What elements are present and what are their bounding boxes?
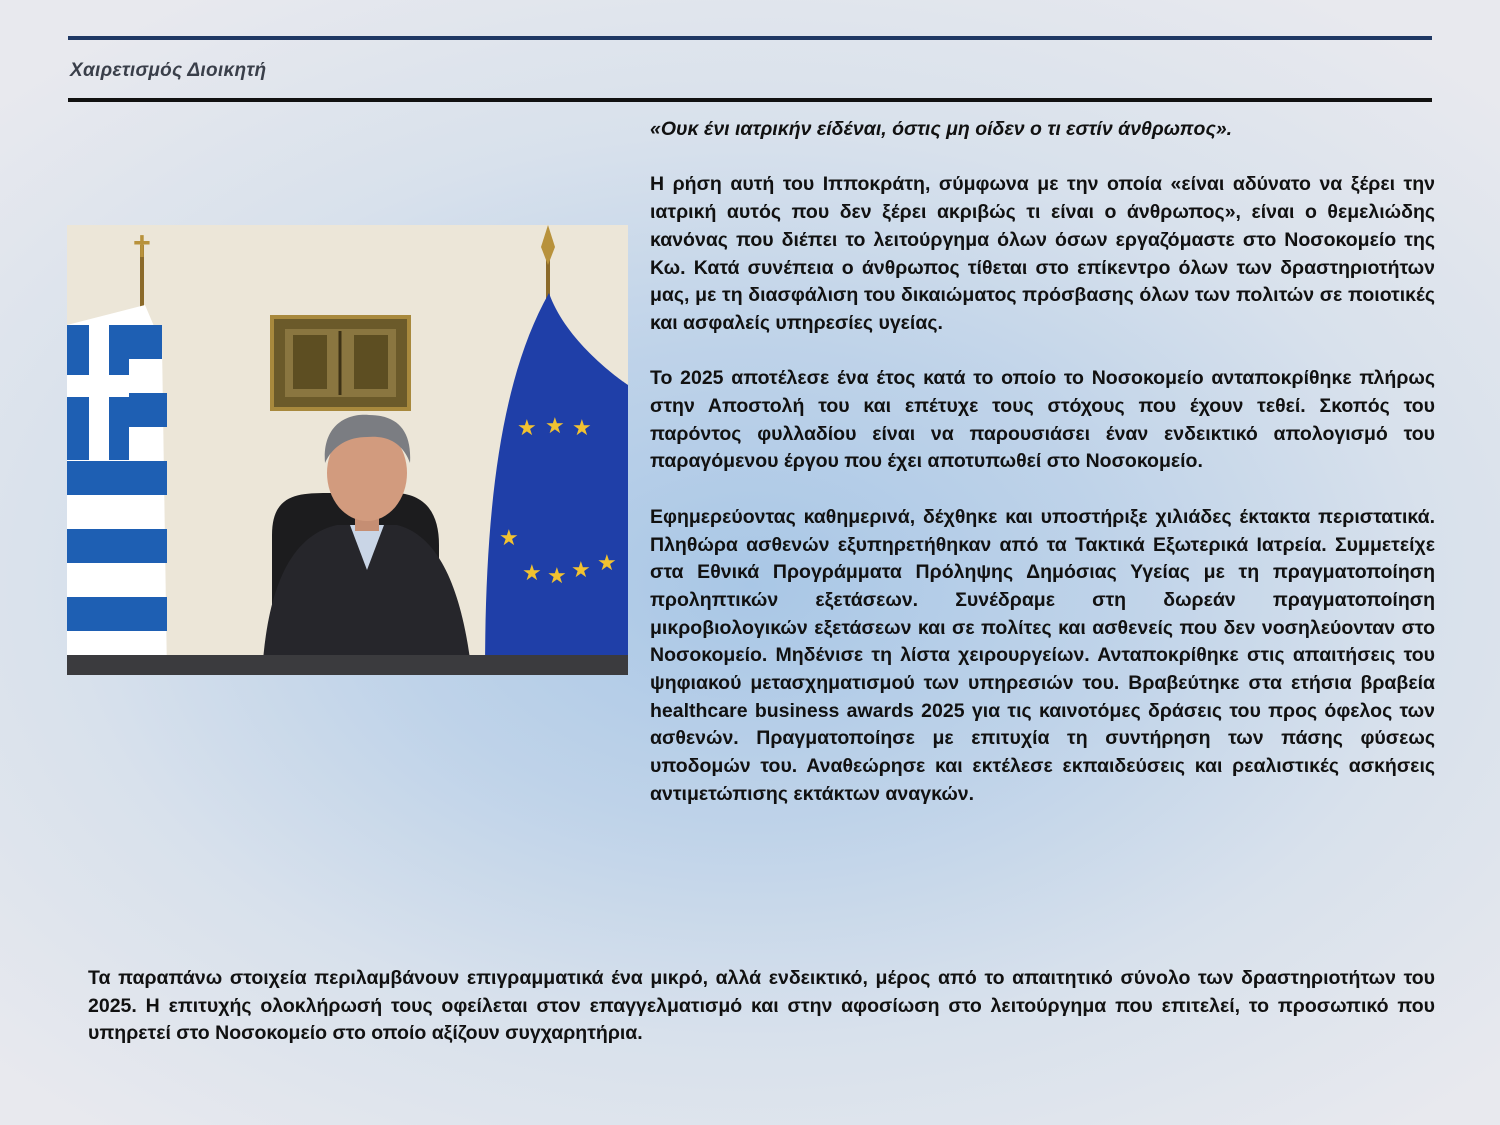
- header-rule-top: [68, 36, 1432, 40]
- section-title: Χαιρετισμός Διοικητή: [70, 60, 267, 81]
- hippocrates-quote: «Ουκ ένι ιατρικήν είδέναι, όστις μη οίδεν ο τι εστίν άνθρωπος».: [650, 118, 1233, 140]
- paragraph-3: Εφημερεύοντας καθημερινά, δέχθηκε και υποστήριξε χιλιάδες έκτακτα περιστατικά. Πληθώρα ασθενών εξυπηρετήθηκαν από τα Τακτικά Εξωτερικά Ιατρεία. Συμμετείχε στα Εθνικά Προγράμματα Πρόληψης Δημόσιας Υγείας με τη πραγματοποίηση προληπτικών εξετάσεων. Συνέδραμε στη δωρεάν πραγματοποίηση μικροβιολογικών εξετάσεων και σε πολίτες και ασθενείς που δεν νοσηλεύονταν στο Νοσοκομείο. Μηδένισε τη λίστα χειρουργείων. Ανταποκρίθηκε στις απαιτήσεις του ψηφιακού μετασχηματισμού των υπηρεσιών του. Βραβεύτηκε στα ετήσια βραβεία healthcare business awards 2025 για τις καινοτόμες δράσεις του προς όφελος των ασθενών. Πραγματοποίησε με επιτυχία τη συντήρηση των πάσης φύσεως υποδομών του. Αναθεώρησε και εκτέλεσε εκπαιδεύσεις και ρεαλιστικές ασκήσεις αντιμετώπισης εκτάκτων αναγκών.: [650, 505, 1435, 805]
- director-portrait-photo: [67, 225, 628, 675]
- svg-text:★: ★: [499, 526, 519, 551]
- svg-text:★: ★: [547, 564, 567, 589]
- svg-text:★: ★: [571, 558, 591, 583]
- svg-text:★: ★: [522, 561, 542, 586]
- svg-text:✝: ✝: [129, 230, 155, 265]
- svg-text:★: ★: [545, 414, 565, 439]
- svg-text:★: ★: [597, 551, 617, 576]
- paragraph-2: Το 2025 αποτέλεσε ένα έτος κατά το οποίο το Νοσοκομείο ανταποκρίθηκε πλήρως στην Αποστολή του και επέτυχε τους στόχους που έχουν τεθεί. Σκοπός του παρόντος φυλλαδίου είναι να παρουσιάσει έναν ενδεικτικό απολογισμό του παραγόμενου έργου που έχει αποτυπωθεί στο Νοσοκομείο.: [650, 367, 1435, 473]
- main-text-column: [650, 116, 1435, 836]
- paragraph-1: Η ρήση αυτή του Ιπποκράτη, σύμφωνα με την οποία «είναι αδύνατο να ξέρει την ιατρική αυτός που δεν ξέρει ακριβώς τι είναι ο άνθρωπος», είναι ο θεμελιώδης κανόνας που διέπει το λειτούργημα όλων όσων εργαζόμαστε στο Νοσοκομείο της Κω. Κατά συνέπεια ο άνθρωπος τίθεται στο επίκεντρο όλων των δραστηριοτήτων μας, με τη διασφάλιση του δικαιώματος πρόσβασης όλων των πολιτών σε ποιοτικές και ασφαλείς υπηρεσίες υγείας.: [650, 173, 1435, 334]
- greek-flag: [67, 305, 167, 675]
- portrait-illustration: [67, 225, 628, 675]
- header-rule-bottom: [68, 98, 1432, 102]
- svg-text:★: ★: [572, 416, 592, 441]
- svg-text:★: ★: [517, 416, 537, 441]
- closing-paragraph: Τα παραπάνω στοιχεία περιλαμβάνουν επιγραμματικά ένα μικρό, αλλά ενδεικτικό, μέρος από το απαιτητικό σύνολο των δραστηριοτήτων του 2025. Η επιτυχής ολοκλήρωσή τους οφείλεται στον επαγγελματισμό και στην αφοσίωση στο λειτούργημα που επιτελεί, το προσωπικό που υπηρετεί στο Νοσοκομείο στο οποίο αξίζουν συγχαρητήρια.: [88, 967, 1435, 1045]
- closing-text: [88, 965, 1435, 1048]
